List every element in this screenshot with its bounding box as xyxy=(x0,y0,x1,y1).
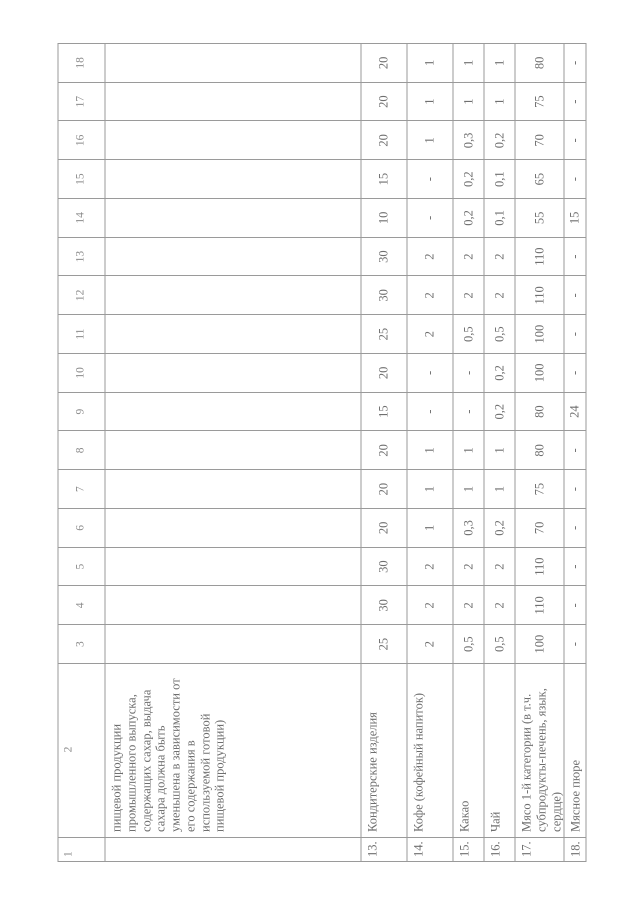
header-cell: 12 xyxy=(58,276,105,315)
value-cell: 0,5 xyxy=(453,625,484,664)
value-cell: - xyxy=(564,315,586,354)
value-cell: - xyxy=(564,121,586,160)
row-number: 13. xyxy=(361,838,407,862)
value-cell: 2 xyxy=(407,237,453,276)
table-row xyxy=(564,44,586,862)
value-cell: 2 xyxy=(407,547,453,586)
value-cell: - xyxy=(564,509,586,548)
value-cell: 100 xyxy=(515,625,564,664)
value-cell: 2 xyxy=(453,586,484,625)
value-cell: 0,2 xyxy=(453,199,484,238)
header-cell: 6 xyxy=(58,509,105,548)
value-cell xyxy=(105,586,361,625)
value-cell: 0,3 xyxy=(453,509,484,548)
header-cell: 15 xyxy=(58,160,105,199)
value-cell: - xyxy=(564,44,586,83)
value-cell xyxy=(105,199,361,238)
value-cell: 0,2 xyxy=(484,392,515,431)
value-cell xyxy=(105,547,361,586)
value-cell: 0,5 xyxy=(484,315,515,354)
table-row xyxy=(453,44,484,862)
value-cell: 1 xyxy=(453,470,484,509)
product-name: Кофе (кофейный напиток) xyxy=(407,664,453,838)
value-cell: 24 xyxy=(564,392,586,431)
value-cell xyxy=(105,625,361,664)
value-cell: 20 xyxy=(361,509,407,548)
header-cell: 1 xyxy=(58,838,105,862)
value-cell: 2 xyxy=(484,547,515,586)
value-cell: 0,1 xyxy=(484,199,515,238)
value-cell xyxy=(105,82,361,121)
value-cell: - xyxy=(564,237,586,276)
value-cell: 0,5 xyxy=(453,315,484,354)
value-cell: 2 xyxy=(453,547,484,586)
value-cell xyxy=(105,354,361,393)
value-cell xyxy=(105,470,361,509)
value-cell: 2 xyxy=(453,237,484,276)
value-cell: 20 xyxy=(361,431,407,470)
row-number: 17. xyxy=(515,838,564,862)
row-number: 18. xyxy=(564,838,586,862)
value-cell xyxy=(105,160,361,199)
value-cell: 2 xyxy=(453,276,484,315)
value-cell: 75 xyxy=(515,470,564,509)
value-cell: 30 xyxy=(361,276,407,315)
value-cell: 20 xyxy=(361,470,407,509)
value-cell: 10 xyxy=(361,199,407,238)
header-cell: 11 xyxy=(58,315,105,354)
table-row xyxy=(515,44,564,862)
value-cell: - xyxy=(564,470,586,509)
value-cell: - xyxy=(407,160,453,199)
header-cell: 10 xyxy=(58,354,105,393)
value-cell: 70 xyxy=(515,121,564,160)
value-cell: - xyxy=(564,354,586,393)
value-cell: - xyxy=(407,392,453,431)
value-cell: - xyxy=(407,354,453,393)
row-number xyxy=(105,838,361,862)
value-cell: 80 xyxy=(515,392,564,431)
value-cell: - xyxy=(564,431,586,470)
header-cell: 8 xyxy=(58,431,105,470)
value-cell: 2 xyxy=(407,276,453,315)
value-cell: 1 xyxy=(484,431,515,470)
value-cell: 1 xyxy=(407,121,453,160)
header-cell: 5 xyxy=(58,547,105,586)
header-row xyxy=(58,44,105,862)
value-cell: 30 xyxy=(361,237,407,276)
value-cell: 25 xyxy=(361,625,407,664)
header-cell: 2 xyxy=(58,664,105,838)
value-cell: 1 xyxy=(453,44,484,83)
value-cell: 70 xyxy=(515,509,564,548)
header-cell: 16 xyxy=(58,121,105,160)
product-name: Какао xyxy=(453,664,484,838)
value-cell xyxy=(105,276,361,315)
value-cell xyxy=(105,431,361,470)
value-cell: 2 xyxy=(407,315,453,354)
value-cell: - xyxy=(564,276,586,315)
value-cell: 110 xyxy=(515,547,564,586)
value-cell xyxy=(105,44,361,83)
value-cell: 20 xyxy=(361,121,407,160)
nutrition-norms-table xyxy=(58,43,587,862)
value-cell: 100 xyxy=(515,354,564,393)
value-cell: 15 xyxy=(361,160,407,199)
product-name: Мясо 1-й категории (в т.ч. субпродукты-печень, язык, сердце) xyxy=(515,664,564,838)
value-cell: 1 xyxy=(453,82,484,121)
value-cell: 80 xyxy=(515,431,564,470)
value-cell: 55 xyxy=(515,199,564,238)
value-cell: 25 xyxy=(361,315,407,354)
value-cell: 0,1 xyxy=(484,160,515,199)
table-row xyxy=(484,44,515,862)
value-cell: 110 xyxy=(515,276,564,315)
header-cell: 18 xyxy=(58,44,105,83)
value-cell xyxy=(105,509,361,548)
value-cell: 1 xyxy=(484,470,515,509)
header-cell: 9 xyxy=(58,392,105,431)
value-cell: 0,2 xyxy=(484,509,515,548)
header-cell: 13 xyxy=(58,237,105,276)
value-cell xyxy=(105,121,361,160)
value-cell: 2 xyxy=(484,586,515,625)
value-cell: 30 xyxy=(361,586,407,625)
value-cell: 110 xyxy=(515,586,564,625)
header-cell: 3 xyxy=(58,625,105,664)
value-cell xyxy=(105,237,361,276)
header-cell: 17 xyxy=(58,82,105,121)
value-cell: 1 xyxy=(407,470,453,509)
header-cell: 14 xyxy=(58,199,105,238)
value-cell xyxy=(105,315,361,354)
value-cell: - xyxy=(453,354,484,393)
product-name: Чай xyxy=(484,664,515,838)
value-cell: 80 xyxy=(515,44,564,83)
value-cell: 1 xyxy=(453,431,484,470)
value-cell: - xyxy=(564,625,586,664)
product-name: Мясное пюре xyxy=(564,664,586,838)
value-cell: 2 xyxy=(407,625,453,664)
value-cell: 0,5 xyxy=(484,625,515,664)
product-name: Кондитерские изделия xyxy=(361,664,407,838)
value-cell: 0,2 xyxy=(484,354,515,393)
row-number: 16. xyxy=(484,838,515,862)
value-cell: 0,2 xyxy=(484,121,515,160)
value-cell: 75 xyxy=(515,82,564,121)
value-cell: 65 xyxy=(515,160,564,199)
table-row xyxy=(361,44,407,862)
value-cell: 20 xyxy=(361,44,407,83)
value-cell: 20 xyxy=(361,82,407,121)
rotated-table-wrapper xyxy=(58,44,583,862)
value-cell: 0,2 xyxy=(453,160,484,199)
table-row xyxy=(105,44,361,862)
product-name: пищевой продукции промышленного выпуска, содержащих сахар, выдача сахара должна быть уменьшена в зависимости от его содержания в используемой готовой пищевой продукции) xyxy=(105,664,361,838)
value-cell: - xyxy=(407,199,453,238)
value-cell: 110 xyxy=(515,237,564,276)
value-cell: 1 xyxy=(407,509,453,548)
header-cell: 4 xyxy=(58,586,105,625)
value-cell: 100 xyxy=(515,315,564,354)
value-cell: 1 xyxy=(407,431,453,470)
value-cell: 1 xyxy=(407,82,453,121)
value-cell: 15 xyxy=(564,199,586,238)
row-number: 14. xyxy=(407,838,453,862)
value-cell: - xyxy=(564,160,586,199)
value-cell: - xyxy=(453,392,484,431)
value-cell xyxy=(105,392,361,431)
value-cell: 1 xyxy=(484,82,515,121)
value-cell: - xyxy=(564,82,586,121)
value-cell: - xyxy=(564,586,586,625)
table-row xyxy=(407,44,453,862)
value-cell: 15 xyxy=(361,392,407,431)
value-cell: 2 xyxy=(484,276,515,315)
row-number: 15. xyxy=(453,838,484,862)
value-cell: 2 xyxy=(407,586,453,625)
value-cell: - xyxy=(564,547,586,586)
value-cell: 1 xyxy=(484,44,515,83)
value-cell: 30 xyxy=(361,547,407,586)
value-cell: 20 xyxy=(361,354,407,393)
value-cell: 0,3 xyxy=(453,121,484,160)
value-cell: 2 xyxy=(484,237,515,276)
value-cell: 1 xyxy=(407,44,453,83)
header-cell: 7 xyxy=(58,470,105,509)
